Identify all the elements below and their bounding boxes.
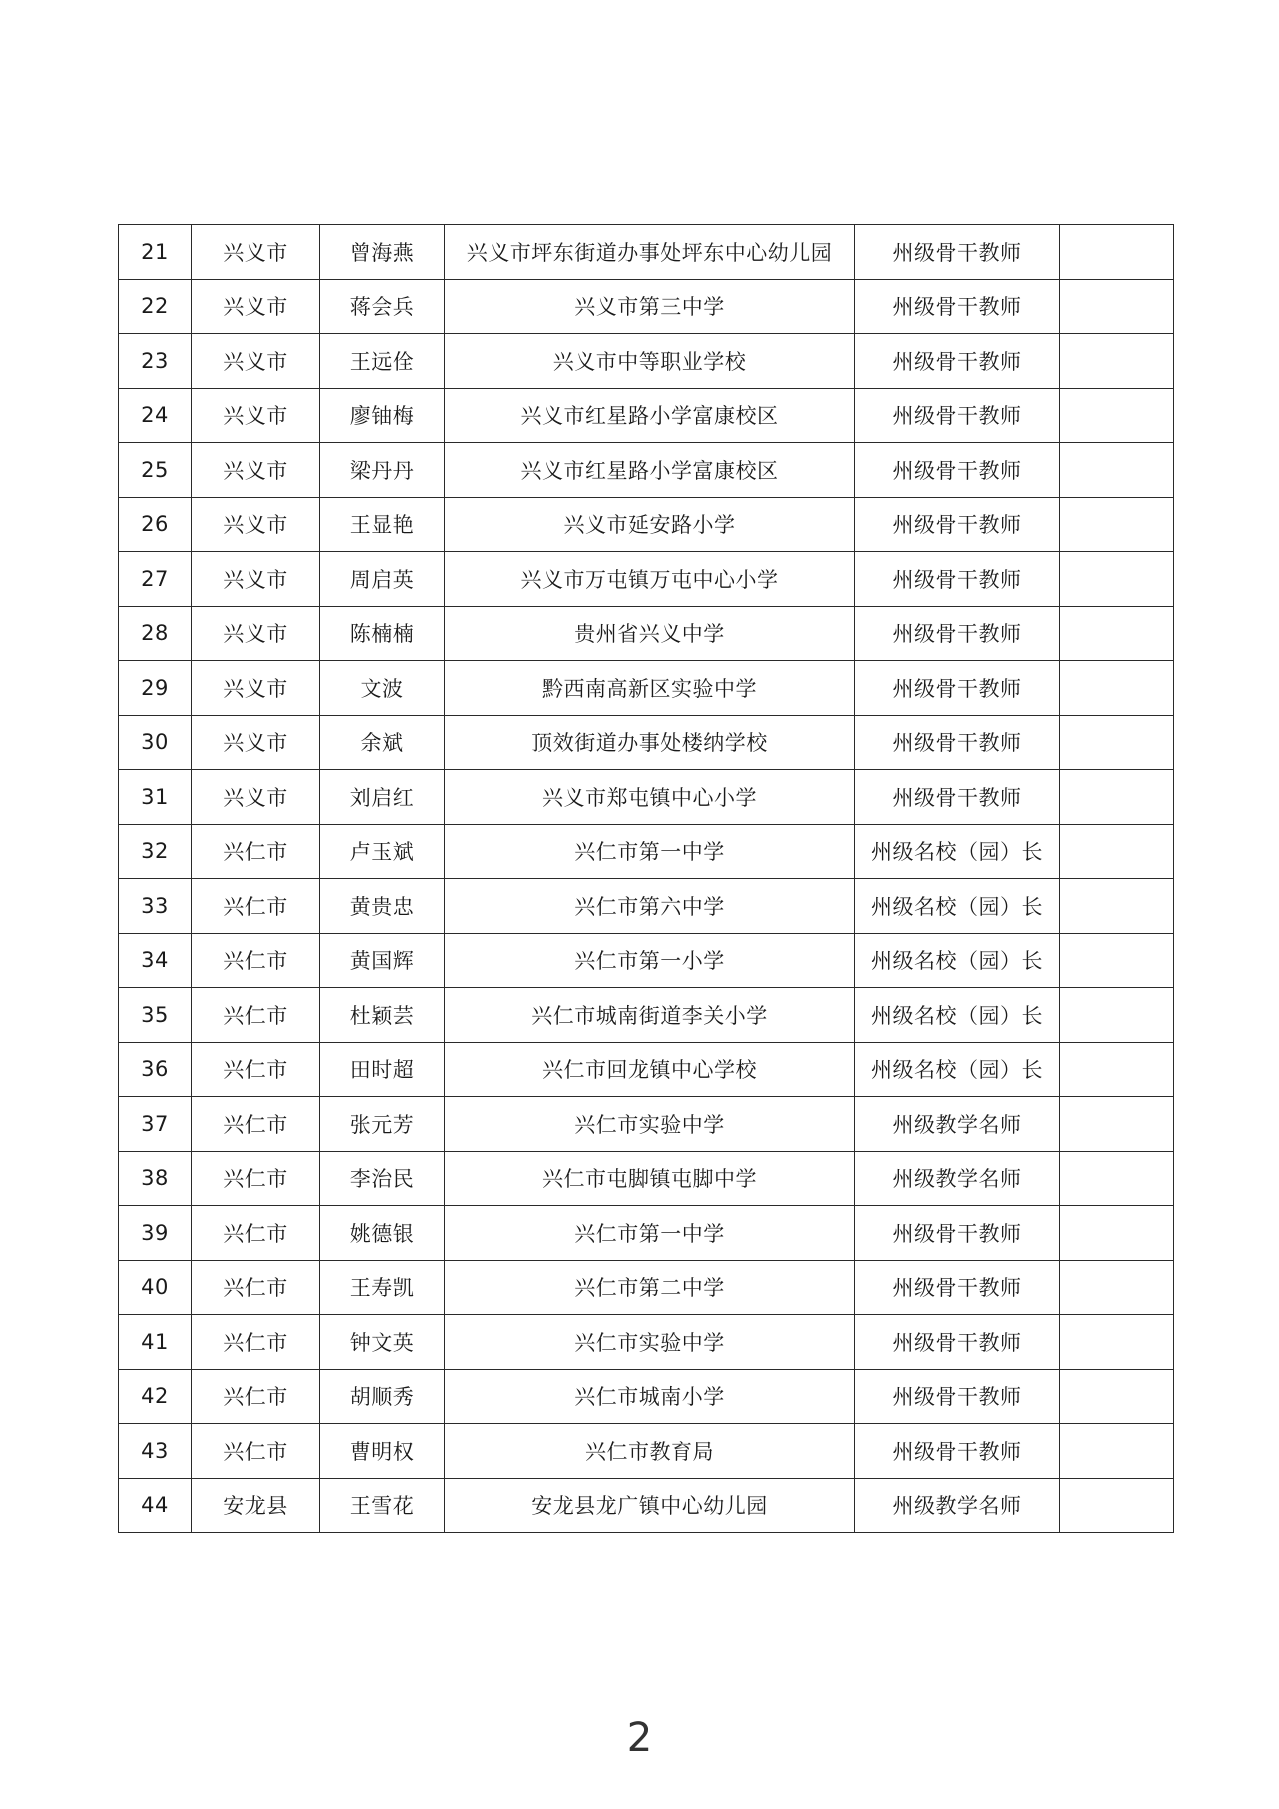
city-cell: 兴义市	[192, 334, 320, 389]
table-row	[119, 606, 1174, 661]
title-cell: 州级教学名师	[855, 1097, 1060, 1152]
row-number-cell: 32	[119, 824, 192, 879]
table-row	[119, 1424, 1174, 1479]
row-number-cell: 28	[119, 606, 192, 661]
row-number-cell: 25	[119, 443, 192, 498]
name-cell: 胡顺秀	[320, 1369, 445, 1424]
title-cell: 州级骨干教师	[855, 1369, 1060, 1424]
city-cell: 兴义市	[192, 715, 320, 770]
title-cell: 州级骨干教师	[855, 552, 1060, 607]
table-row	[119, 1260, 1174, 1315]
table-row	[119, 1369, 1174, 1424]
school-cell: 兴仁市城南街道李关小学	[445, 988, 855, 1043]
city-cell: 兴义市	[192, 388, 320, 443]
name-cell: 刘启红	[320, 770, 445, 825]
row-number-cell: 38	[119, 1151, 192, 1206]
table-row	[119, 1042, 1174, 1097]
name-cell: 余斌	[320, 715, 445, 770]
school-cell: 兴仁市第一中学	[445, 824, 855, 879]
table-row	[119, 497, 1174, 552]
city-cell: 兴义市	[192, 552, 320, 607]
school-cell: 兴义市中等职业学校	[445, 334, 855, 389]
title-cell: 州级教学名师	[855, 1151, 1060, 1206]
table-row	[119, 225, 1174, 280]
title-cell: 州级骨干教师	[855, 1260, 1060, 1315]
title-cell: 州级骨干教师	[855, 279, 1060, 334]
table-row	[119, 443, 1174, 498]
title-cell: 州级教学名师	[855, 1478, 1060, 1533]
table-row	[119, 770, 1174, 825]
title-cell: 州级名校（园）长	[855, 933, 1060, 988]
note-cell	[1060, 824, 1174, 879]
title-cell: 州级骨干教师	[855, 388, 1060, 443]
table-row	[119, 933, 1174, 988]
title-cell: 州级名校（园）长	[855, 1042, 1060, 1097]
note-cell	[1060, 1206, 1174, 1261]
note-cell	[1060, 988, 1174, 1043]
name-cell: 陈楠楠	[320, 606, 445, 661]
table-row	[119, 1097, 1174, 1152]
city-cell: 兴仁市	[192, 1042, 320, 1097]
name-cell: 卢玉斌	[320, 824, 445, 879]
name-cell: 黄国辉	[320, 933, 445, 988]
row-number-cell: 37	[119, 1097, 192, 1152]
name-cell: 曾海燕	[320, 225, 445, 280]
note-cell	[1060, 1478, 1174, 1533]
name-cell: 杜颖芸	[320, 988, 445, 1043]
row-number-cell: 27	[119, 552, 192, 607]
city-cell: 兴仁市	[192, 933, 320, 988]
table-row	[119, 715, 1174, 770]
note-cell	[1060, 606, 1174, 661]
school-cell: 顶效街道办事处楼纳学校	[445, 715, 855, 770]
school-cell: 兴仁市第一小学	[445, 933, 855, 988]
title-cell: 州级骨干教师	[855, 606, 1060, 661]
city-cell: 兴仁市	[192, 1151, 320, 1206]
school-cell: 黔西南高新区实验中学	[445, 661, 855, 716]
name-cell: 黄贵忠	[320, 879, 445, 934]
row-number-cell: 39	[119, 1206, 192, 1261]
note-cell	[1060, 552, 1174, 607]
note-cell	[1060, 1260, 1174, 1315]
name-cell: 王远佺	[320, 334, 445, 389]
page-number: 2	[626, 1715, 653, 1761]
city-cell: 兴仁市	[192, 1424, 320, 1479]
row-number-cell: 29	[119, 661, 192, 716]
table-row	[119, 661, 1174, 716]
row-number-cell: 34	[119, 933, 192, 988]
name-cell: 文波	[320, 661, 445, 716]
title-cell: 州级骨干教师	[855, 497, 1060, 552]
city-cell: 兴义市	[192, 770, 320, 825]
row-number-cell: 40	[119, 1260, 192, 1315]
school-cell: 兴仁市第二中学	[445, 1260, 855, 1315]
table-row	[119, 1315, 1174, 1370]
table-row	[119, 824, 1174, 879]
title-cell: 州级骨干教师	[855, 1315, 1060, 1370]
table-row	[119, 279, 1174, 334]
note-cell	[1060, 1042, 1174, 1097]
row-number-cell: 44	[119, 1478, 192, 1533]
title-cell: 州级名校（园）长	[855, 988, 1060, 1043]
note-cell	[1060, 334, 1174, 389]
note-cell	[1060, 443, 1174, 498]
name-cell: 田时超	[320, 1042, 445, 1097]
city-cell: 兴义市	[192, 661, 320, 716]
roster-body	[119, 225, 1174, 1533]
school-cell: 兴仁市实验中学	[445, 1097, 855, 1152]
school-cell: 兴仁市教育局	[445, 1424, 855, 1479]
city-cell: 兴仁市	[192, 879, 320, 934]
school-cell: 安龙县龙广镇中心幼儿园	[445, 1478, 855, 1533]
name-cell: 姚德银	[320, 1206, 445, 1261]
city-cell: 安龙县	[192, 1478, 320, 1533]
school-cell: 兴义市红星路小学富康校区	[445, 388, 855, 443]
name-cell: 梁丹丹	[320, 443, 445, 498]
table-row	[119, 1151, 1174, 1206]
name-cell: 廖铀梅	[320, 388, 445, 443]
school-cell: 兴仁市实验中学	[445, 1315, 855, 1370]
row-number-cell: 23	[119, 334, 192, 389]
table-row	[119, 552, 1174, 607]
row-number-cell: 22	[119, 279, 192, 334]
row-number-cell: 41	[119, 1315, 192, 1370]
note-cell	[1060, 770, 1174, 825]
note-cell	[1060, 1151, 1174, 1206]
school-cell: 兴义市延安路小学	[445, 497, 855, 552]
city-cell: 兴仁市	[192, 1206, 320, 1261]
school-cell: 兴仁市第六中学	[445, 879, 855, 934]
school-cell: 兴义市万屯镇万屯中心小学	[445, 552, 855, 607]
city-cell: 兴仁市	[192, 824, 320, 879]
name-cell: 张元芳	[320, 1097, 445, 1152]
table-row	[119, 879, 1174, 934]
table-row	[119, 1206, 1174, 1261]
school-cell: 兴仁市城南小学	[445, 1369, 855, 1424]
city-cell: 兴仁市	[192, 1260, 320, 1315]
title-cell: 州级骨干教师	[855, 1206, 1060, 1261]
city-cell: 兴仁市	[192, 1315, 320, 1370]
title-cell: 州级骨干教师	[855, 715, 1060, 770]
school-cell: 兴义市红星路小学富康校区	[445, 443, 855, 498]
name-cell: 蒋会兵	[320, 279, 445, 334]
note-cell	[1060, 279, 1174, 334]
school-cell: 兴仁市第一中学	[445, 1206, 855, 1261]
note-cell	[1060, 1424, 1174, 1479]
school-cell: 兴仁市屯脚镇屯脚中学	[445, 1151, 855, 1206]
title-cell: 州级骨干教师	[855, 334, 1060, 389]
table-row	[119, 1478, 1174, 1533]
row-number-cell: 33	[119, 879, 192, 934]
note-cell	[1060, 661, 1174, 716]
row-number-cell: 21	[119, 225, 192, 280]
name-cell: 王显艳	[320, 497, 445, 552]
name-cell: 王雪花	[320, 1478, 445, 1533]
name-cell: 王寿凯	[320, 1260, 445, 1315]
roster-table	[118, 224, 1174, 1533]
title-cell: 州级骨干教师	[855, 770, 1060, 825]
note-cell	[1060, 388, 1174, 443]
name-cell: 钟文英	[320, 1315, 445, 1370]
note-cell	[1060, 933, 1174, 988]
note-cell	[1060, 1097, 1174, 1152]
row-number-cell: 26	[119, 497, 192, 552]
note-cell	[1060, 497, 1174, 552]
row-number-cell: 36	[119, 1042, 192, 1097]
row-number-cell: 31	[119, 770, 192, 825]
title-cell: 州级骨干教师	[855, 225, 1060, 280]
note-cell	[1060, 225, 1174, 280]
note-cell	[1060, 1369, 1174, 1424]
row-number-cell: 42	[119, 1369, 192, 1424]
table-row	[119, 334, 1174, 389]
name-cell: 李治民	[320, 1151, 445, 1206]
city-cell: 兴仁市	[192, 1097, 320, 1152]
city-cell: 兴义市	[192, 443, 320, 498]
table-row	[119, 388, 1174, 443]
title-cell: 州级名校（园）长	[855, 879, 1060, 934]
title-cell: 州级骨干教师	[855, 661, 1060, 716]
row-number-cell: 24	[119, 388, 192, 443]
row-number-cell: 30	[119, 715, 192, 770]
city-cell: 兴仁市	[192, 1369, 320, 1424]
title-cell: 州级骨干教师	[855, 443, 1060, 498]
note-cell	[1060, 1315, 1174, 1370]
school-cell: 贵州省兴义中学	[445, 606, 855, 661]
city-cell: 兴义市	[192, 225, 320, 280]
row-number-cell: 43	[119, 1424, 192, 1479]
city-cell: 兴义市	[192, 279, 320, 334]
school-cell: 兴仁市回龙镇中心学校	[445, 1042, 855, 1097]
note-cell	[1060, 715, 1174, 770]
note-cell	[1060, 879, 1174, 934]
title-cell: 州级骨干教师	[855, 1424, 1060, 1479]
name-cell: 曹明权	[320, 1424, 445, 1479]
school-cell: 兴义市坪东街道办事处坪东中心幼儿园	[445, 225, 855, 280]
school-cell: 兴义市郑屯镇中心小学	[445, 770, 855, 825]
city-cell: 兴义市	[192, 606, 320, 661]
city-cell: 兴义市	[192, 497, 320, 552]
row-number-cell: 35	[119, 988, 192, 1043]
school-cell: 兴义市第三中学	[445, 279, 855, 334]
table-row	[119, 988, 1174, 1043]
city-cell: 兴仁市	[192, 988, 320, 1043]
title-cell: 州级名校（园）长	[855, 824, 1060, 879]
name-cell: 周启英	[320, 552, 445, 607]
